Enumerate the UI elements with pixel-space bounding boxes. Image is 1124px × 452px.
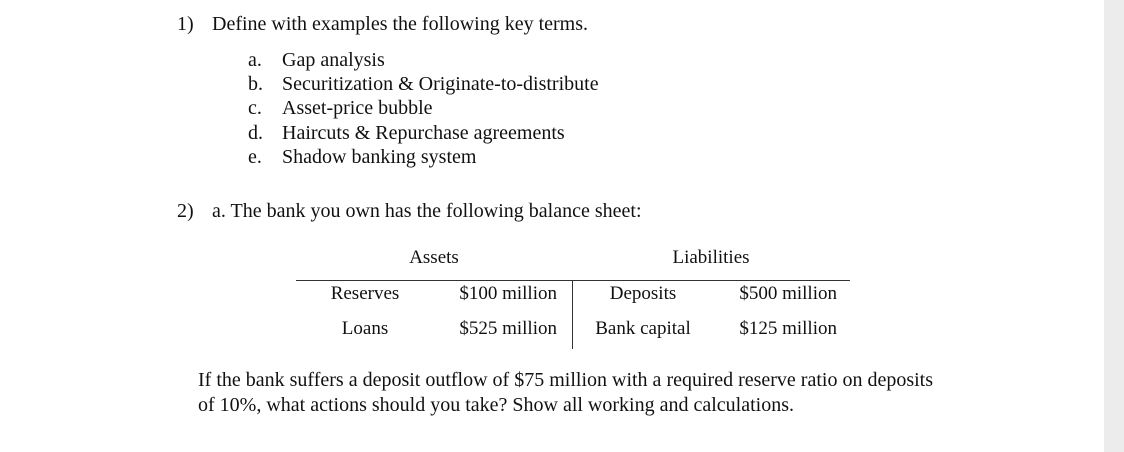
term-letter: e. [248,146,262,168]
asset-label: Reserves [330,283,400,304]
term-item [248,72,599,96]
term-letter: a. [248,49,262,71]
question-2-body [198,368,978,418]
term-letter: c. [248,97,262,119]
term-text: Gap analysis [282,49,385,71]
liability-label: Deposits [609,283,677,304]
term-item [248,121,565,145]
term-text: Haircuts & Repurchase agreements [282,122,565,144]
question-2-number: 2) [177,200,194,222]
question-1-prompt: Define with examples the following key terms. [212,13,589,35]
question-2-line-2: of 10%, what actions should you take? Show all working and calculations. [198,394,794,416]
question-2-prompt: a. The bank you own has the following balance sheet: [212,200,642,222]
liabilities-header: Liabilities [672,247,750,268]
term-letter: d. [248,122,263,144]
asset-value: $100 million [459,283,557,304]
term-item [248,48,385,72]
term-item [248,96,433,120]
term-letter: b. [248,73,263,95]
term-text: Asset-price bubble [282,97,433,119]
assets-header: Assets [409,247,459,268]
liability-value: $125 million [739,318,837,339]
term-text: Shadow banking system [282,146,477,168]
liability-value: $500 million [739,283,837,304]
question-2-line-1: If the bank suffers a deposit outflow of $75 million with a required reserve ratio on deposits [198,369,934,391]
question-1-number: 1) [177,13,194,35]
page-edge [1104,0,1124,452]
asset-value: $525 million [459,318,557,339]
liability-label: Bank capital [595,318,691,339]
term-text: Securitization & Originate-to-distribute [282,73,599,95]
t-account-horizontal-rule [296,280,850,281]
term-item [248,145,476,169]
asset-label: Loans [341,318,389,339]
t-account-vertical-rule [572,280,573,349]
